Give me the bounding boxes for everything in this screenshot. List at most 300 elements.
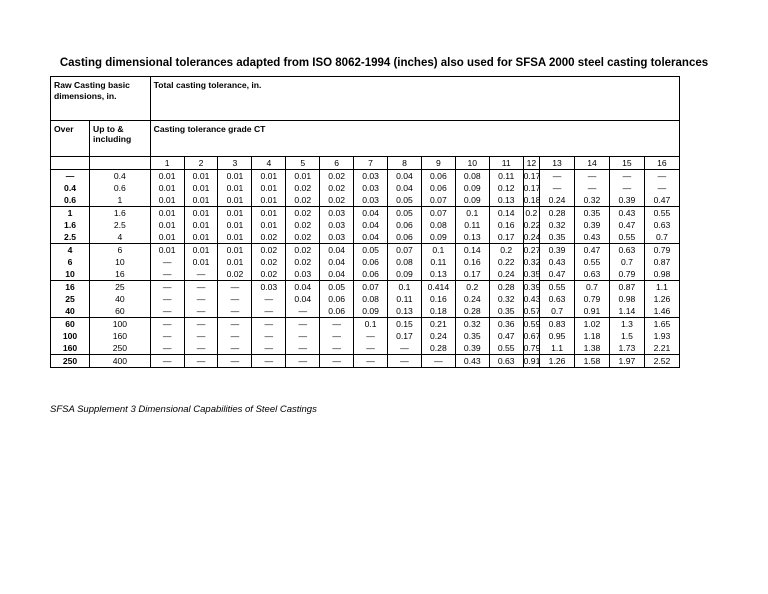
cell-up-to: 2.5: [90, 219, 151, 231]
cell-tolerance: 0.09: [388, 268, 422, 281]
cell-tolerance: —: [421, 355, 455, 368]
cell-tolerance: 0.04: [286, 281, 320, 294]
table-row: [51, 355, 680, 368]
cell-tolerance: —: [286, 355, 320, 368]
cell-tolerance: 0.32: [523, 257, 541, 267]
cell-tolerance: 0.43: [523, 294, 541, 304]
cell-tolerance: 0.07: [421, 207, 455, 220]
header-total-tolerance: Total casting tolerance, in.: [150, 77, 679, 121]
cell-tolerance: 0.7: [575, 281, 610, 294]
cell-tolerance: 0.87: [609, 281, 644, 294]
cell-up-to: 0.4: [90, 170, 151, 183]
cell-tolerance: 0.01: [218, 182, 252, 194]
cell-tolerance: —: [644, 170, 679, 183]
cell-tolerance: 0.98: [609, 293, 644, 305]
cell-tolerance: 0.18: [421, 305, 455, 318]
cell-tolerance: 0.91: [575, 305, 610, 318]
cell-tolerance: —: [150, 355, 184, 368]
cell-tolerance: 0.14: [489, 207, 523, 220]
cell-tolerance: —: [540, 182, 575, 194]
grade-header: 3: [218, 157, 252, 170]
cell-tolerance: —: [218, 305, 252, 318]
cell-tolerance: 2.52: [644, 355, 679, 368]
table-row: [51, 182, 680, 194]
cell-tolerance: 0.04: [354, 207, 388, 220]
cell-tolerance: 1.73: [609, 342, 644, 355]
cell-tolerance: —: [252, 305, 286, 318]
cell-tolerance: 0.63: [575, 268, 610, 281]
cell-tolerance: —: [540, 170, 575, 183]
cell-tolerance: 0.55: [575, 256, 610, 268]
cell-tolerance: 0.24: [523, 232, 541, 242]
cell-tolerance: 1.18: [575, 330, 610, 342]
cell-tolerance: 0.17: [489, 231, 523, 244]
cell-over: 0.6: [51, 194, 90, 207]
cell-tolerance: 0.43: [540, 256, 575, 268]
cell-tolerance: 0.32: [540, 219, 575, 231]
cell-up-to: 40: [90, 293, 151, 305]
grade-header: 15: [609, 157, 644, 170]
cell-tolerance: 0.01: [184, 194, 218, 207]
cell-tolerance: 0.03: [286, 268, 320, 281]
cell-tolerance: 0.01: [252, 219, 286, 231]
cell-tolerance: 0.1: [455, 207, 489, 220]
cell-tolerance: 1.26: [540, 355, 575, 368]
cell-tolerance: —: [150, 256, 184, 268]
cell-tolerance: 0.55: [644, 207, 679, 220]
cell-tolerance: 0.01: [184, 231, 218, 244]
table-row: [51, 293, 680, 305]
cell-tolerance: 0.16: [489, 219, 523, 231]
cell-tolerance: —: [320, 342, 354, 355]
cell-tolerance: 0.02: [218, 268, 252, 281]
cell-tolerance: 0.47: [609, 219, 644, 231]
cell-tolerance: 0.01: [184, 244, 218, 257]
cell-tolerance: 0.17: [455, 268, 489, 281]
cell-tolerance: 0.01: [252, 207, 286, 220]
cell-tolerance: 0.28: [421, 342, 455, 355]
cell-tolerance: 0.14: [455, 244, 489, 257]
cell-tolerance: 0.05: [388, 194, 422, 207]
header-over: Over: [51, 121, 90, 157]
cell-tolerance: 0.12: [489, 182, 523, 194]
cell-tolerance: 0.43: [609, 207, 644, 220]
cell-tolerance: 0.01: [286, 170, 320, 183]
cell-tolerance: —: [320, 318, 354, 331]
cell-tolerance: 0.83: [540, 318, 575, 331]
tolerance-table: [50, 76, 680, 368]
grade-header: 9: [421, 157, 455, 170]
cell-over: 1.6: [51, 219, 90, 231]
cell-up-to: 250: [90, 342, 151, 355]
cell-up-to: 100: [90, 318, 151, 331]
cell-tolerance: —: [184, 305, 218, 318]
cell-tolerance: 0.7: [540, 305, 575, 318]
table-row: [51, 330, 680, 342]
cell-tolerance: 0.1: [388, 281, 422, 294]
cell-tolerance: 0.02: [252, 256, 286, 268]
cell-tolerance: —: [218, 355, 252, 368]
cell-tolerance: 0.01: [150, 194, 184, 207]
cell-tolerance: 0.67: [523, 331, 541, 341]
cell-tolerance: 0.09: [354, 305, 388, 318]
cell-over: 250: [51, 355, 90, 368]
cell-tolerance: 0.01: [184, 256, 218, 268]
cell-over: 100: [51, 330, 90, 342]
cell-tolerance: 0.06: [320, 305, 354, 318]
cell-tolerance: 1.38: [575, 342, 610, 355]
grade-header: 14: [575, 157, 610, 170]
cell-tolerance: 0.7: [609, 256, 644, 268]
table-row: [51, 305, 680, 318]
cell-over: 2.5: [51, 231, 90, 244]
cell-tolerance: 0.17: [523, 183, 541, 193]
cell-tolerance: —: [184, 281, 218, 294]
cell-tolerance: 0.06: [320, 293, 354, 305]
table-row: [51, 318, 680, 331]
cell-tolerance: 0.13: [455, 231, 489, 244]
cell-tolerance: 0.28: [455, 305, 489, 318]
table-row: [51, 207, 680, 220]
cell-tolerance: 0.04: [320, 244, 354, 257]
cell-tolerance: 0.27: [523, 245, 541, 255]
cell-tolerance: —: [184, 268, 218, 281]
cell-tolerance: 0.2: [455, 281, 489, 294]
cell-tolerance: 0.16: [421, 293, 455, 305]
cell-tolerance: 1.5: [609, 330, 644, 342]
cell-tolerance: 0.35: [575, 207, 610, 220]
cell-tolerance: —: [354, 330, 388, 342]
cell-tolerance: 0.07: [354, 281, 388, 294]
cell-tolerance: 0.11: [455, 219, 489, 231]
cell-tolerance: 0.79: [575, 293, 610, 305]
cell-tolerance: 0.01: [252, 170, 286, 183]
cell-tolerance: 0.01: [184, 182, 218, 194]
cell-tolerance: 0.01: [184, 207, 218, 220]
cell-tolerance: 0.11: [489, 170, 523, 183]
cell-tolerance: 0.01: [150, 182, 184, 194]
cell-tolerance: —: [184, 355, 218, 368]
cell-tolerance: 0.39: [523, 282, 541, 292]
cell-tolerance: 0.03: [320, 207, 354, 220]
cell-tolerance: 0.02: [286, 244, 320, 257]
cell-tolerance: —: [609, 170, 644, 183]
cell-over: 6: [51, 256, 90, 268]
cell-tolerance: 0.04: [354, 231, 388, 244]
cell-up-to: 60: [90, 305, 151, 318]
cell-tolerance: 0.39: [609, 194, 644, 207]
cell-tolerance: 0.08: [421, 219, 455, 231]
cell-up-to: 400: [90, 355, 151, 368]
cell-tolerance: 0.04: [286, 293, 320, 305]
cell-tolerance: 0.01: [150, 170, 184, 183]
cell-tolerance: 0.35: [489, 305, 523, 318]
cell-tolerance: 0.35: [523, 269, 541, 279]
cell-tolerance: —: [218, 330, 252, 342]
cell-over: 40: [51, 305, 90, 318]
cell-tolerance: 0.47: [644, 194, 679, 207]
cell-tolerance: 0.28: [540, 207, 575, 220]
cell-tolerance: 0.95: [540, 330, 575, 342]
cell-tolerance: 0.03: [354, 194, 388, 207]
cell-tolerance: 0.06: [354, 268, 388, 281]
cell-tolerance: 0.02: [252, 268, 286, 281]
cell-tolerance: 0.01: [252, 182, 286, 194]
cell-tolerance: 0.55: [489, 342, 523, 355]
cell-tolerance: 1.14: [609, 305, 644, 318]
cell-tolerance: 0.55: [540, 281, 575, 294]
cell-tolerance: 0.03: [320, 219, 354, 231]
table-row: [51, 219, 680, 231]
grade-header: 11: [489, 157, 523, 170]
cell-tolerance: 0.13: [388, 305, 422, 318]
cell-tolerance: —: [218, 342, 252, 355]
cell-tolerance: —: [150, 305, 184, 318]
cell-tolerance: 0.02: [286, 256, 320, 268]
cell-tolerance: —: [184, 330, 218, 342]
cell-tolerance: 0.01: [184, 170, 218, 183]
cell-tolerance: 0.57: [523, 306, 541, 316]
cell-up-to: 25: [90, 281, 151, 294]
grade-header: 7: [354, 157, 388, 170]
cell-tolerance: 0.11: [388, 293, 422, 305]
cell-tolerance: —: [252, 342, 286, 355]
cell-tolerance: 0.01: [252, 194, 286, 207]
cell-tolerance: 0.47: [489, 330, 523, 342]
cell-tolerance: 0.79: [609, 268, 644, 281]
cell-tolerance: 0.07: [421, 194, 455, 207]
grade-header: 10: [455, 157, 489, 170]
cell-tolerance: —: [252, 318, 286, 331]
cell-tolerance: 0.63: [489, 355, 523, 368]
cell-tolerance: —: [218, 318, 252, 331]
cell-tolerance: 0.32: [575, 194, 610, 207]
cell-tolerance: 0.47: [575, 244, 610, 257]
cell-tolerance: —: [286, 342, 320, 355]
cell-tolerance: —: [388, 342, 422, 355]
cell-tolerance: 0.07: [388, 244, 422, 257]
cell-tolerance: —: [252, 293, 286, 305]
cell-over: 4: [51, 244, 90, 257]
cell-tolerance: 0.01: [218, 170, 252, 183]
cell-tolerance: 0.09: [455, 182, 489, 194]
cell-tolerance: —: [575, 182, 610, 194]
cell-tolerance: 0.24: [421, 330, 455, 342]
cell-tolerance: 0.06: [388, 219, 422, 231]
cell-up-to: 6: [90, 244, 151, 257]
table-row: [51, 256, 680, 268]
cell-tolerance: —: [150, 318, 184, 331]
cell-tolerance: 0.02: [286, 219, 320, 231]
cell-up-to: 4: [90, 231, 151, 244]
cell-tolerance: 0.02: [286, 231, 320, 244]
table-row: [51, 268, 680, 281]
cell-tolerance: 0.06: [354, 256, 388, 268]
cell-tolerance: —: [354, 355, 388, 368]
cell-tolerance: 0.01: [218, 207, 252, 220]
grade-header: 12: [523, 157, 539, 170]
cell-tolerance: 0.05: [388, 207, 422, 220]
cell-tolerance: 1.02: [575, 318, 610, 331]
cell-tolerance: 1.58: [575, 355, 610, 368]
cell-tolerance: 0.43: [575, 231, 610, 244]
grade-header: 2: [184, 157, 218, 170]
cell-tolerance: —: [218, 293, 252, 305]
cell-tolerance: 0.04: [320, 268, 354, 281]
cell-tolerance: 0.28: [489, 281, 523, 294]
cell-tolerance: —: [252, 355, 286, 368]
cell-tolerance: 0.414: [421, 281, 455, 294]
cell-up-to: 0.6: [90, 182, 151, 194]
cell-over: 25: [51, 293, 90, 305]
cell-tolerance: —: [218, 281, 252, 294]
cell-up-to: 10: [90, 256, 151, 268]
cell-tolerance: 0.22: [489, 256, 523, 268]
cell-tolerance: 0.02: [286, 194, 320, 207]
cell-tolerance: 0.05: [354, 244, 388, 257]
grade-header: 8: [388, 157, 422, 170]
cell-over: 10: [51, 268, 90, 281]
table-row: [51, 194, 680, 207]
cell-over: —: [51, 170, 90, 183]
cell-tolerance: 0.01: [218, 231, 252, 244]
cell-tolerance: 0.02: [252, 244, 286, 257]
cell-tolerance: 0.17: [388, 330, 422, 342]
cell-up-to: 1: [90, 194, 151, 207]
blank-cell: [90, 157, 151, 170]
cell-tolerance: —: [184, 318, 218, 331]
cell-tolerance: 0.63: [644, 219, 679, 231]
cell-tolerance: 1.93: [644, 330, 679, 342]
grade-header: 13: [540, 157, 575, 170]
cell-tolerance: —: [184, 293, 218, 305]
cell-tolerance: 0.32: [489, 293, 523, 305]
cell-tolerance: 0.01: [150, 244, 184, 257]
cell-tolerance: —: [388, 355, 422, 368]
cell-tolerance: 1.1: [644, 281, 679, 294]
cell-tolerance: 0.1: [421, 244, 455, 257]
cell-tolerance: 0.13: [421, 268, 455, 281]
cell-over: 60: [51, 318, 90, 331]
table-row: [51, 170, 680, 183]
cell-tolerance: —: [320, 355, 354, 368]
blank-cell: [51, 157, 90, 170]
grade-header: 5: [286, 157, 320, 170]
cell-tolerance: 0.24: [455, 293, 489, 305]
cell-tolerance: 0.21: [421, 318, 455, 331]
header-raw-dimensions: Raw Casting basic dimensions, in.: [51, 77, 151, 121]
cell-tolerance: 0.59: [523, 319, 541, 329]
cell-tolerance: 0.02: [286, 207, 320, 220]
header-grade: Casting tolerance grade CT: [150, 121, 679, 157]
cell-tolerance: 0.36: [489, 318, 523, 331]
cell-tolerance: 0.09: [421, 231, 455, 244]
cell-tolerance: 0.24: [540, 194, 575, 207]
cell-tolerance: 0.1: [354, 318, 388, 331]
cell-tolerance: 0.01: [150, 207, 184, 220]
cell-tolerance: 0.02: [320, 194, 354, 207]
grade-header: 1: [150, 157, 184, 170]
cell-tolerance: —: [150, 268, 184, 281]
cell-tolerance: 1.26: [644, 293, 679, 305]
cell-tolerance: 0.43: [455, 355, 489, 368]
cell-tolerance: 0.32: [455, 318, 489, 331]
cell-tolerance: 0.39: [575, 219, 610, 231]
cell-tolerance: 0.11: [421, 256, 455, 268]
cell-tolerance: 0.04: [354, 219, 388, 231]
cell-tolerance: —: [575, 170, 610, 183]
cell-tolerance: —: [286, 330, 320, 342]
cell-tolerance: 0.08: [455, 170, 489, 183]
cell-tolerance: 0.01: [218, 244, 252, 257]
cell-tolerance: 0.47: [540, 268, 575, 281]
source-note: SFSA Supplement 3 Dimensional Capabilities of Steel Castings: [50, 404, 317, 415]
cell-over: 0.4: [51, 182, 90, 194]
cell-tolerance: 0.01: [218, 194, 252, 207]
cell-tolerance: 1.46: [644, 305, 679, 318]
cell-tolerance: 0.02: [252, 231, 286, 244]
cell-tolerance: 0.08: [388, 256, 422, 268]
cell-tolerance: 0.18: [523, 195, 541, 205]
cell-tolerance: 0.01: [184, 219, 218, 231]
cell-tolerance: 0.63: [609, 244, 644, 257]
cell-up-to: 16: [90, 268, 151, 281]
cell-tolerance: —: [150, 293, 184, 305]
cell-tolerance: 1.65: [644, 318, 679, 331]
cell-tolerance: 2.21: [644, 342, 679, 355]
cell-tolerance: 0.91: [523, 356, 541, 366]
header-up-to: Up to & including: [90, 121, 151, 157]
cell-tolerance: 1.3: [609, 318, 644, 331]
cell-tolerance: 0.22: [523, 220, 541, 230]
cell-tolerance: 1.97: [609, 355, 644, 368]
table-row: [51, 244, 680, 257]
cell-tolerance: 0.06: [388, 231, 422, 244]
cell-tolerance: —: [286, 305, 320, 318]
cell-tolerance: 0.02: [286, 182, 320, 194]
cell-tolerance: —: [609, 182, 644, 194]
cell-tolerance: —: [644, 182, 679, 194]
cell-tolerance: 0.13: [489, 194, 523, 207]
cell-tolerance: 0.17: [523, 171, 541, 181]
cell-tolerance: 0.03: [354, 170, 388, 183]
cell-tolerance: 0.55: [609, 231, 644, 244]
cell-tolerance: 0.15: [388, 318, 422, 331]
cell-tolerance: —: [252, 330, 286, 342]
cell-tolerance: —: [150, 342, 184, 355]
cell-tolerance: 0.24: [489, 268, 523, 281]
cell-tolerance: 0.79: [644, 244, 679, 257]
cell-tolerance: 0.06: [421, 182, 455, 194]
cell-tolerance: 0.01: [218, 219, 252, 231]
cell-tolerance: 0.03: [252, 281, 286, 294]
cell-tolerance: —: [150, 281, 184, 294]
page-title: Casting dimensional tolerances adapted from ISO 8062-1994 (inches) also used for SFSA 2000 steel casting tolerances: [59, 57, 709, 69]
cell-tolerance: 0.03: [354, 182, 388, 194]
cell-tolerance: 0.2: [489, 244, 523, 257]
cell-tolerance: —: [320, 330, 354, 342]
cell-over: 1: [51, 207, 90, 220]
cell-tolerance: 0.08: [354, 293, 388, 305]
cell-tolerance: 0.01: [150, 219, 184, 231]
cell-up-to: 1.6: [90, 207, 151, 220]
cell-tolerance: 0.06: [421, 170, 455, 183]
cell-tolerance: 0.05: [320, 281, 354, 294]
cell-tolerance: 0.35: [455, 330, 489, 342]
cell-over: 160: [51, 342, 90, 355]
cell-tolerance: 0.09: [455, 194, 489, 207]
cell-tolerance: 0.2: [523, 207, 539, 220]
